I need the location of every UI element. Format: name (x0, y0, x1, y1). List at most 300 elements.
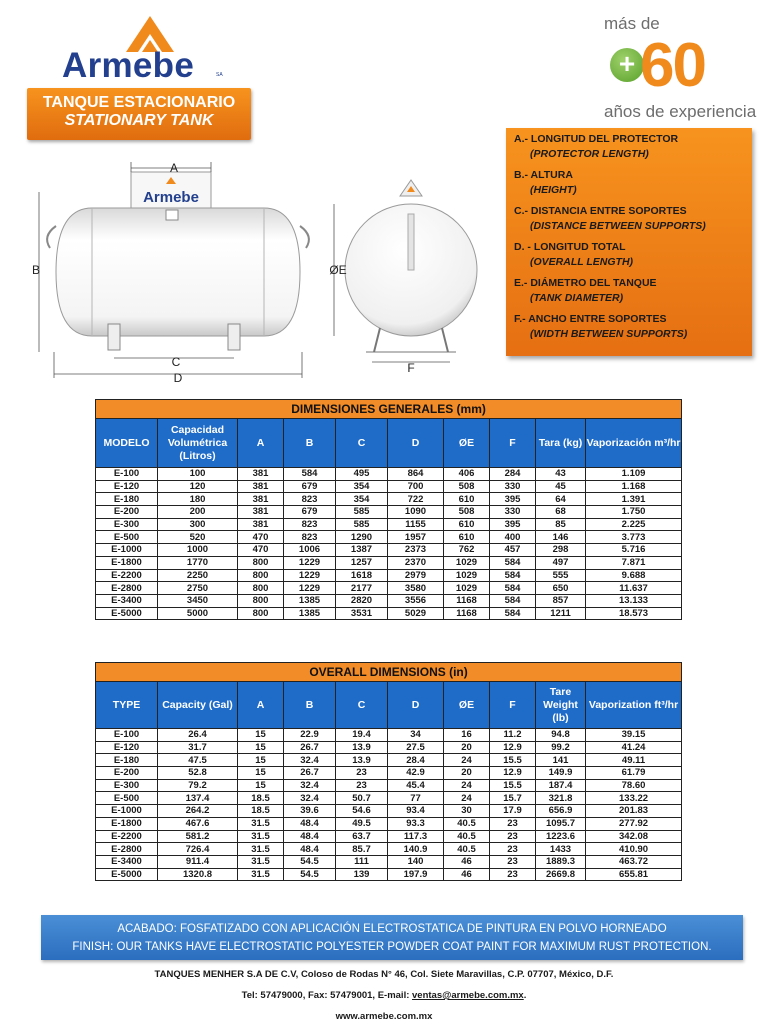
table-row (96, 480, 682, 493)
column-header: C (336, 419, 388, 468)
table-row (96, 544, 682, 557)
table-cell: 2979 (388, 569, 444, 582)
table-cell: 555 (536, 569, 586, 582)
table-cell: 2820 (336, 594, 388, 607)
table-cell: 47.5 (158, 754, 238, 767)
table-cell: 28.4 (388, 754, 444, 767)
table-cell: 823 (284, 493, 336, 506)
experience-badge (596, 10, 766, 128)
table-cell: 1770 (158, 556, 238, 569)
table-cell: 39.15 (586, 729, 682, 742)
table-cell: 23 (490, 868, 536, 881)
table-cell: 381 (238, 506, 284, 519)
legend-item (514, 204, 744, 234)
table-cell: 584 (490, 556, 536, 569)
legend-en: (OVERALL LENGTH) (530, 256, 634, 268)
table-cell: 823 (284, 531, 336, 544)
table-cell: 18.5 (238, 792, 284, 805)
legend-item (514, 168, 744, 198)
table-row (96, 767, 682, 780)
table-cell: 1095.7 (536, 817, 586, 830)
table-cell: 354 (336, 493, 388, 506)
table-row (96, 830, 682, 843)
table-cell: 18.573 (586, 607, 682, 620)
table-cell: 584 (490, 594, 536, 607)
table-cell: 45.4 (388, 779, 444, 792)
table-cell: 1223.6 (536, 830, 586, 843)
table-cell: 395 (490, 518, 536, 531)
table-cell: 133.22 (586, 792, 682, 805)
table-cell: 650 (536, 582, 586, 595)
table-cell: 610 (444, 531, 490, 544)
table-cell: 508 (444, 480, 490, 493)
table-row (96, 493, 682, 506)
table-cell: 330 (490, 506, 536, 519)
table-cell: 508 (444, 506, 490, 519)
table-cell: 395 (490, 493, 536, 506)
table-cell: 77 (388, 792, 444, 805)
table-cell: 722 (388, 493, 444, 506)
table-cell: 23 (490, 855, 536, 868)
table-cell: 823 (284, 518, 336, 531)
metric-dimensions-table (95, 399, 682, 620)
table-cell: 34 (388, 729, 444, 742)
table-row (96, 556, 682, 569)
table-cell: 15.7 (490, 792, 536, 805)
table-cell: 24 (444, 779, 490, 792)
table-cell: 679 (284, 506, 336, 519)
table-cell: 1229 (284, 582, 336, 595)
table-cell: 3450 (158, 594, 238, 607)
table-cell: 22.9 (284, 729, 336, 742)
table-cell: 1.391 (586, 493, 682, 506)
table-cell: E-180 (96, 754, 158, 767)
table-cell: E-180 (96, 493, 158, 506)
table-cell: 54.6 (336, 805, 388, 818)
table-cell: 49.5 (336, 817, 388, 830)
table-cell: 16 (444, 729, 490, 742)
column-header: A (238, 682, 284, 729)
table-cell: E-100 (96, 468, 158, 481)
column-header: MODELO (96, 419, 158, 468)
title-en: STATIONARY TANK (64, 112, 214, 129)
table-cell: 2370 (388, 556, 444, 569)
armebe-logo (60, 14, 230, 84)
table-cell: 68 (536, 506, 586, 519)
table-row (96, 855, 682, 868)
legend-es: D. - LONGITUD TOTAL (514, 241, 626, 253)
dimension-legend (506, 128, 752, 356)
table-cell: E-1000 (96, 805, 158, 818)
table-cell: 1000 (158, 544, 238, 557)
imperial-dimensions-table (95, 662, 682, 881)
footer-address: TANQUES MENHER S.A DE C.V, Coloso de Rodas N° 46, Col. Siete Maravillas, C.P. 07707, México, D.F. (154, 969, 614, 980)
page-title (27, 88, 251, 140)
legend-es: B.- ALTURA (514, 169, 573, 181)
table-cell: 3580 (388, 582, 444, 595)
column-header: B (284, 682, 336, 729)
tank-brand-label: Armebe (143, 189, 199, 206)
table-row (96, 531, 682, 544)
table-cell: 50.7 (336, 792, 388, 805)
table-cell: 15 (238, 779, 284, 792)
table-cell: 15 (238, 741, 284, 754)
table-cell: 61.79 (586, 767, 682, 780)
table-cell: 197.9 (388, 868, 444, 881)
dim-label-c: C (171, 355, 181, 369)
table-cell: 43 (536, 468, 586, 481)
table-cell: 470 (238, 531, 284, 544)
table-cell: 46 (444, 855, 490, 868)
plus-icon: + (610, 48, 644, 82)
table-cell: 584 (490, 582, 536, 595)
table-cell: 140.9 (388, 843, 444, 856)
table-cell: 1029 (444, 556, 490, 569)
table-cell: 800 (238, 556, 284, 569)
table-cell: 857 (536, 594, 586, 607)
table-cell: 2250 (158, 569, 238, 582)
table-cell: E-3400 (96, 594, 158, 607)
table-row (96, 594, 682, 607)
table-row (96, 805, 682, 818)
table-cell: 140 (388, 855, 444, 868)
column-header: A (238, 419, 284, 468)
table-cell: 12.9 (490, 741, 536, 754)
column-header: Tara (kg) (536, 419, 586, 468)
table-cell: 64 (536, 493, 586, 506)
table-cell: 800 (238, 594, 284, 607)
table-cell: 149.9 (536, 767, 586, 780)
column-header: ØE (444, 419, 490, 468)
table-cell: 321.8 (536, 792, 586, 805)
table-cell: 40.5 (444, 817, 490, 830)
table-row (96, 741, 682, 754)
table-cell: 32.4 (284, 779, 336, 792)
table-cell: 277.92 (586, 817, 682, 830)
dim-label-b: B (31, 263, 41, 277)
table-cell: 1168 (444, 594, 490, 607)
column-header: C (336, 682, 388, 729)
footer-contact (0, 985, 768, 1006)
table-cell: 24 (444, 792, 490, 805)
table-cell: 13.9 (336, 754, 388, 767)
table-cell: 45 (536, 480, 586, 493)
table-cell: 679 (284, 480, 336, 493)
column-header: D (388, 682, 444, 729)
table-cell: 381 (238, 480, 284, 493)
table-cell: 1211 (536, 607, 586, 620)
table-cell: 1320.8 (158, 868, 238, 881)
column-header: F (490, 682, 536, 729)
table-cell: 1889.3 (536, 855, 586, 868)
table-cell: 1.109 (586, 468, 682, 481)
column-header: D (388, 419, 444, 468)
table-cell: 1618 (336, 569, 388, 582)
table-caption: OVERALL DIMENSIONS (in) (96, 663, 682, 682)
table-cell: 800 (238, 569, 284, 582)
table-cell: 78.60 (586, 779, 682, 792)
table-row (96, 582, 682, 595)
dim-label-d: D (173, 371, 183, 385)
table-cell: 32.4 (284, 754, 336, 767)
table-cell: E-1800 (96, 556, 158, 569)
table-cell: 48.4 (284, 843, 336, 856)
table-cell: E-500 (96, 531, 158, 544)
table-cell: 117.3 (388, 830, 444, 843)
column-header: Tare Weight (lb) (536, 682, 586, 729)
table-cell: 584 (490, 569, 536, 582)
table-cell: 656.9 (536, 805, 586, 818)
table-cell: 911.4 (158, 855, 238, 868)
dim-label-a: A (169, 161, 179, 175)
table-cell: 13.133 (586, 594, 682, 607)
table-cell: 5.716 (586, 544, 682, 557)
table-cell: 15 (238, 754, 284, 767)
table-cell: 726.4 (158, 843, 238, 856)
table-cell: 400 (490, 531, 536, 544)
table-cell: 15.5 (490, 754, 536, 767)
table-cell: 39.6 (284, 805, 336, 818)
tank-drawings (26, 152, 496, 387)
table-cell: 406 (444, 468, 490, 481)
table-cell: 495 (336, 468, 388, 481)
column-header: ØE (444, 682, 490, 729)
footer-phones: Tel: 57479000, Fax: 57479001, E-mail: (241, 990, 413, 1001)
table-cell: 1385 (284, 607, 336, 620)
table-cell: 111 (336, 855, 388, 868)
table-row (96, 817, 682, 830)
table-cell: 20 (444, 741, 490, 754)
table-cell: 46 (444, 868, 490, 881)
end-view-tank (329, 180, 477, 375)
legend-en: (WIDTH BETWEEN SUPPORTS) (530, 328, 688, 340)
column-header: B (284, 419, 336, 468)
table-cell: 49.11 (586, 754, 682, 767)
table-caption: DIMENSIONES GENERALES (mm) (96, 400, 682, 419)
table-cell: 23 (490, 830, 536, 843)
table-cell: 1957 (388, 531, 444, 544)
table-cell: 42.9 (388, 767, 444, 780)
table-cell: 15 (238, 729, 284, 742)
table-cell: 19.4 (336, 729, 388, 742)
table-cell: 520 (158, 531, 238, 544)
table-cell: 463.72 (586, 855, 682, 868)
table-cell: 585 (336, 518, 388, 531)
side-view-tank (32, 161, 309, 385)
experience-anos: años de experiencia (604, 102, 757, 121)
table-cell: 24 (444, 754, 490, 767)
table-cell: 23 (490, 817, 536, 830)
table-cell: 1433 (536, 843, 586, 856)
table-cell: E-2800 (96, 582, 158, 595)
legend-en: (DISTANCE BETWEEN SUPPORTS) (530, 220, 706, 232)
dim-label-e: ØE (329, 263, 347, 277)
table-cell: 1229 (284, 569, 336, 582)
table-cell: 3.773 (586, 531, 682, 544)
table-cell: E-2200 (96, 830, 158, 843)
table-cell: 85 (536, 518, 586, 531)
website-link[interactable]: www.armebe.com.mx (335, 1011, 433, 1022)
table-cell: 1229 (284, 556, 336, 569)
table-cell: 26.4 (158, 729, 238, 742)
table-cell: 1.750 (586, 506, 682, 519)
column-header: Vaporización m³/hr (586, 419, 682, 468)
table-cell: 610 (444, 518, 490, 531)
table-cell: 23 (336, 779, 388, 792)
logo-sa: SA (216, 72, 223, 78)
legend-en: (TANK DIAMETER) (530, 292, 624, 304)
table-cell: 146 (536, 531, 586, 544)
column-header: F (490, 419, 536, 468)
table-cell: E-500 (96, 792, 158, 805)
table-cell: 3531 (336, 607, 388, 620)
table-cell: 18.5 (238, 805, 284, 818)
table-cell: 585 (336, 506, 388, 519)
table-cell: 63.7 (336, 830, 388, 843)
table-cell: 2373 (388, 544, 444, 557)
footer (0, 964, 768, 1027)
table-cell: 5029 (388, 607, 444, 620)
table-cell: 800 (238, 582, 284, 595)
table-row (96, 868, 682, 881)
table-cell: E-300 (96, 779, 158, 792)
table-cell: 330 (490, 480, 536, 493)
logo-wordmark: Armebe (62, 46, 195, 85)
table-cell: 54.5 (284, 868, 336, 881)
table-cell: 48.4 (284, 830, 336, 843)
table-cell: 581.2 (158, 830, 238, 843)
table-cell: 655.81 (586, 868, 682, 881)
table-cell: 1257 (336, 556, 388, 569)
legend-es: C.- DISTANCIA ENTRE SOPORTES (514, 205, 687, 217)
table-cell: 187.4 (536, 779, 586, 792)
table-cell: 1155 (388, 518, 444, 531)
table-row (96, 792, 682, 805)
table-cell: 139 (336, 868, 388, 881)
table-cell: 41.24 (586, 741, 682, 754)
table-cell: 457 (490, 544, 536, 557)
table-cell: 2669.8 (536, 868, 586, 881)
table-cell: E-120 (96, 741, 158, 754)
table-cell: E-5000 (96, 868, 158, 881)
legend-item (514, 240, 744, 270)
email-link[interactable]: ventas@armebe.com.mx (412, 990, 524, 1001)
table-cell: 342.08 (586, 830, 682, 843)
table-cell: 100 (158, 468, 238, 481)
table-cell: 497 (536, 556, 586, 569)
legend-en: (PROTECTOR LENGTH) (530, 148, 649, 160)
table-cell: 54.5 (284, 855, 336, 868)
column-header: TYPE (96, 682, 158, 729)
table-cell: 381 (238, 493, 284, 506)
title-es: TANQUE ESTACIONARIO (42, 94, 236, 111)
dim-label-f: F (407, 361, 415, 375)
table-cell: 1168 (444, 607, 490, 620)
table-row (96, 779, 682, 792)
table-cell: 584 (490, 607, 536, 620)
legend-es: A.- LONGITUD DEL PROTECTOR (514, 133, 679, 145)
table-cell: 31.5 (238, 817, 284, 830)
table-cell: E-120 (96, 480, 158, 493)
table-cell: 1090 (388, 506, 444, 519)
table-cell: 31.5 (238, 830, 284, 843)
table-cell: E-1000 (96, 544, 158, 557)
table-cell: 864 (388, 468, 444, 481)
table-cell: 201.83 (586, 805, 682, 818)
table-cell: 410.90 (586, 843, 682, 856)
table-cell: 15 (238, 767, 284, 780)
legend-es: F.- ANCHO ENTRE SOPORTES (514, 313, 667, 325)
table-cell: 1290 (336, 531, 388, 544)
table-row (96, 468, 682, 481)
table-cell: 27.5 (388, 741, 444, 754)
table-cell: 31.5 (238, 855, 284, 868)
table-row (96, 729, 682, 742)
legend-item (514, 312, 744, 342)
table-cell: 7.871 (586, 556, 682, 569)
table-cell: 32.4 (284, 792, 336, 805)
table-cell: E-100 (96, 729, 158, 742)
table-cell: 40.5 (444, 843, 490, 856)
table-cell: 31.5 (238, 843, 284, 856)
table-cell: 9.688 (586, 569, 682, 582)
table-cell: 31.7 (158, 741, 238, 754)
table-cell: 381 (238, 468, 284, 481)
column-header: Capacity (Gal) (158, 682, 238, 729)
table-cell: 20 (444, 767, 490, 780)
table-cell: 12.9 (490, 767, 536, 780)
table-cell: 584 (284, 468, 336, 481)
table-row (96, 518, 682, 531)
table-row (96, 607, 682, 620)
table-cell: 79.2 (158, 779, 238, 792)
experience-mas: más de (604, 14, 660, 33)
table-cell: 1029 (444, 582, 490, 595)
legend-es: E.- DIÁMETRO DEL TANQUE (514, 277, 657, 289)
table-cell: 52.8 (158, 767, 238, 780)
table-cell: E-300 (96, 518, 158, 531)
table-cell: 26.7 (284, 741, 336, 754)
table-cell: 610 (444, 493, 490, 506)
table-cell: 354 (336, 480, 388, 493)
footer-period: . (523, 990, 527, 1001)
table-cell: 1029 (444, 569, 490, 582)
table-cell: 1006 (284, 544, 336, 557)
table-cell: 40.5 (444, 830, 490, 843)
table-cell: 200 (158, 506, 238, 519)
table-cell: E-200 (96, 767, 158, 780)
table-cell: 2.225 (586, 518, 682, 531)
table-cell: 93.4 (388, 805, 444, 818)
table-row (96, 843, 682, 856)
table-cell: 264.2 (158, 805, 238, 818)
table-cell: 23 (336, 767, 388, 780)
table-cell: 470 (238, 544, 284, 557)
legend-item (514, 132, 744, 162)
table-cell: 94.8 (536, 729, 586, 742)
table-cell: 17.9 (490, 805, 536, 818)
legend-item (514, 276, 744, 306)
table-cell: 85.7 (336, 843, 388, 856)
table-cell: E-2800 (96, 843, 158, 856)
table-cell: 99.2 (536, 741, 586, 754)
table-cell: 284 (490, 468, 536, 481)
table-cell: 137.4 (158, 792, 238, 805)
table-cell: 762 (444, 544, 490, 557)
column-header: Capacidad Volumétrica (Litros) (158, 419, 238, 468)
table-cell: 48.4 (284, 817, 336, 830)
table-cell: 298 (536, 544, 586, 557)
